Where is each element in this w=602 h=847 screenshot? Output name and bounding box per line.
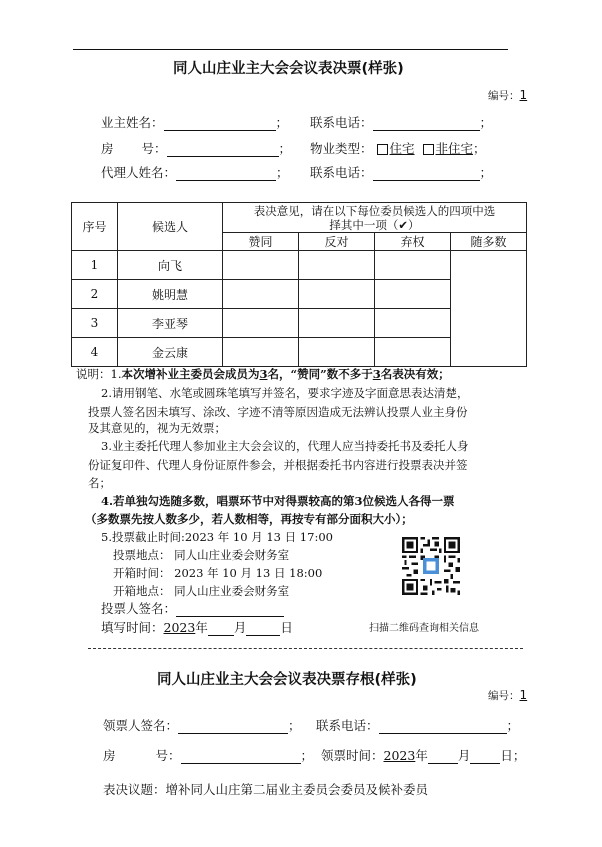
proxy-name-field[interactable]: 代理人姓名： ； (101, 165, 289, 180)
stub-topic: 表决议题：增补同人山庄第二届业主委员会委员及候补委员 (103, 782, 429, 797)
abstain-cell[interactable] (375, 338, 451, 367)
residential-checkbox[interactable] (377, 144, 388, 155)
non-residential-checkbox[interactable] (423, 144, 434, 155)
row-number: 1 (72, 251, 118, 280)
note-4-line-2: （多数票先按人数多少，若人数相等，再按专有部分面积大小）； (85, 512, 413, 526)
candidate-name: 姚明慧 (118, 280, 223, 309)
vote-table (71, 202, 527, 367)
note-1: 说明：1.本次增补业主委员会成员为3名，“赞同”数不多于3名表决有效； (76, 367, 450, 381)
qr-caption: 扫描二维码查询相关信息 (369, 623, 479, 634)
fill-time-field[interactable]: 填写时间：2023年 月 日 (101, 620, 293, 635)
receiver-sign-field[interactable]: 领票人签名： ； (103, 718, 301, 733)
phone-field[interactable]: 联系电话： ； (310, 115, 493, 130)
note-2-line-3: 及其意见的，视为无效票； (88, 421, 226, 435)
row-number: 3 (72, 309, 118, 338)
col-header-oppose: 反对 (299, 233, 375, 251)
oppose-cell[interactable] (299, 251, 375, 280)
stub-room-field[interactable]: 房 号： ； (103, 748, 314, 763)
note-3-line-1: 3.业主委托代理人参加业主大会会议的，代理人应当持委托书及委托人身 (101, 439, 469, 453)
stub-phone-field[interactable]: 联系电话： ； (316, 718, 520, 733)
row-number: 4 (72, 338, 118, 367)
col-header-candidate: 候选人 (118, 203, 223, 251)
note-5-vote-location: 投票地点： 同人山庄业委会财务室 (113, 548, 290, 562)
top-rule (73, 49, 508, 50)
note-5-deadline: 5.投票截止时间:2023 年 10 月 13 日 17:00 (101, 530, 333, 544)
note-3-line-3: 名； (88, 476, 111, 490)
agree-cell[interactable] (223, 309, 299, 338)
agree-cell[interactable] (223, 251, 299, 280)
oppose-cell[interactable] (299, 338, 375, 367)
note-3-line-2: 份证复印件、代理人身份证原件参会，并根据委托书内容进行投票表决并签 (88, 458, 468, 472)
agree-cell[interactable] (223, 338, 299, 367)
follow-majority-cell[interactable] (451, 251, 527, 367)
ballot-title: 同人山庄业主大会会议表决票(样张) (173, 61, 404, 77)
owner-name-field[interactable]: 业主姓名： ； (101, 115, 289, 130)
qr-code-icon (401, 537, 461, 595)
cut-line (88, 648, 523, 649)
abstain-cell[interactable] (375, 280, 451, 309)
stub-title: 同人山庄业主大会会议表决票存根(样张) (157, 672, 417, 688)
stub-serial-number: 编号：1 (488, 688, 528, 702)
col-header-follow-majority: 随多数 (451, 233, 527, 251)
candidate-name: 李亚琴 (118, 309, 223, 338)
candidate-name: 向飞 (118, 251, 223, 280)
room-field[interactable]: 房 号： ； (101, 141, 292, 156)
proxy-phone-field[interactable]: 联系电话： ； (310, 165, 493, 180)
oppose-cell[interactable] (299, 309, 375, 338)
col-header-abstain: 弃权 (375, 233, 451, 251)
serial-number: 编号：1 (488, 88, 528, 102)
note-2-line-2: 投票人签名因未填写、涂改、字迹不清等原因造成无法辨认投票人业主身份 (88, 405, 468, 419)
note-5-open-location: 开箱地点： 同人山庄业委会财务室 (113, 584, 290, 598)
abstain-cell[interactable] (375, 309, 451, 338)
row-number: 2 (72, 280, 118, 309)
property-type-field: 物业类型： 住宅 非住宅； (310, 141, 486, 156)
agree-cell[interactable] (223, 280, 299, 309)
col-header-agree: 赞同 (223, 233, 299, 251)
opinion-header: 表决意见，请在以下每位委员候选人的四项中选 择其中一项（✔） (223, 203, 527, 233)
oppose-cell[interactable] (299, 280, 375, 309)
table-row (72, 251, 527, 280)
note-5-open-time: 开箱时间： 2023 年 10 月 13 日 18:00 (113, 566, 323, 580)
abstain-cell[interactable] (375, 251, 451, 280)
col-header-no: 序号 (72, 203, 118, 251)
receive-time-field[interactable]: 领票时间：2023年 月 日； (321, 748, 526, 763)
voter-sign-field[interactable]: 投票人签名： (101, 599, 284, 617)
note-4-line-1: 4.若单独勾选随多数，唱票环节中对得票较高的第3位候选人各得一票 (101, 494, 455, 508)
note-2-line-1: 2.请用钢笔、水笔或圆珠笔填写并签名，要求字迹及字面意思表达清楚， (101, 386, 469, 400)
candidate-name: 金云康 (118, 338, 223, 367)
